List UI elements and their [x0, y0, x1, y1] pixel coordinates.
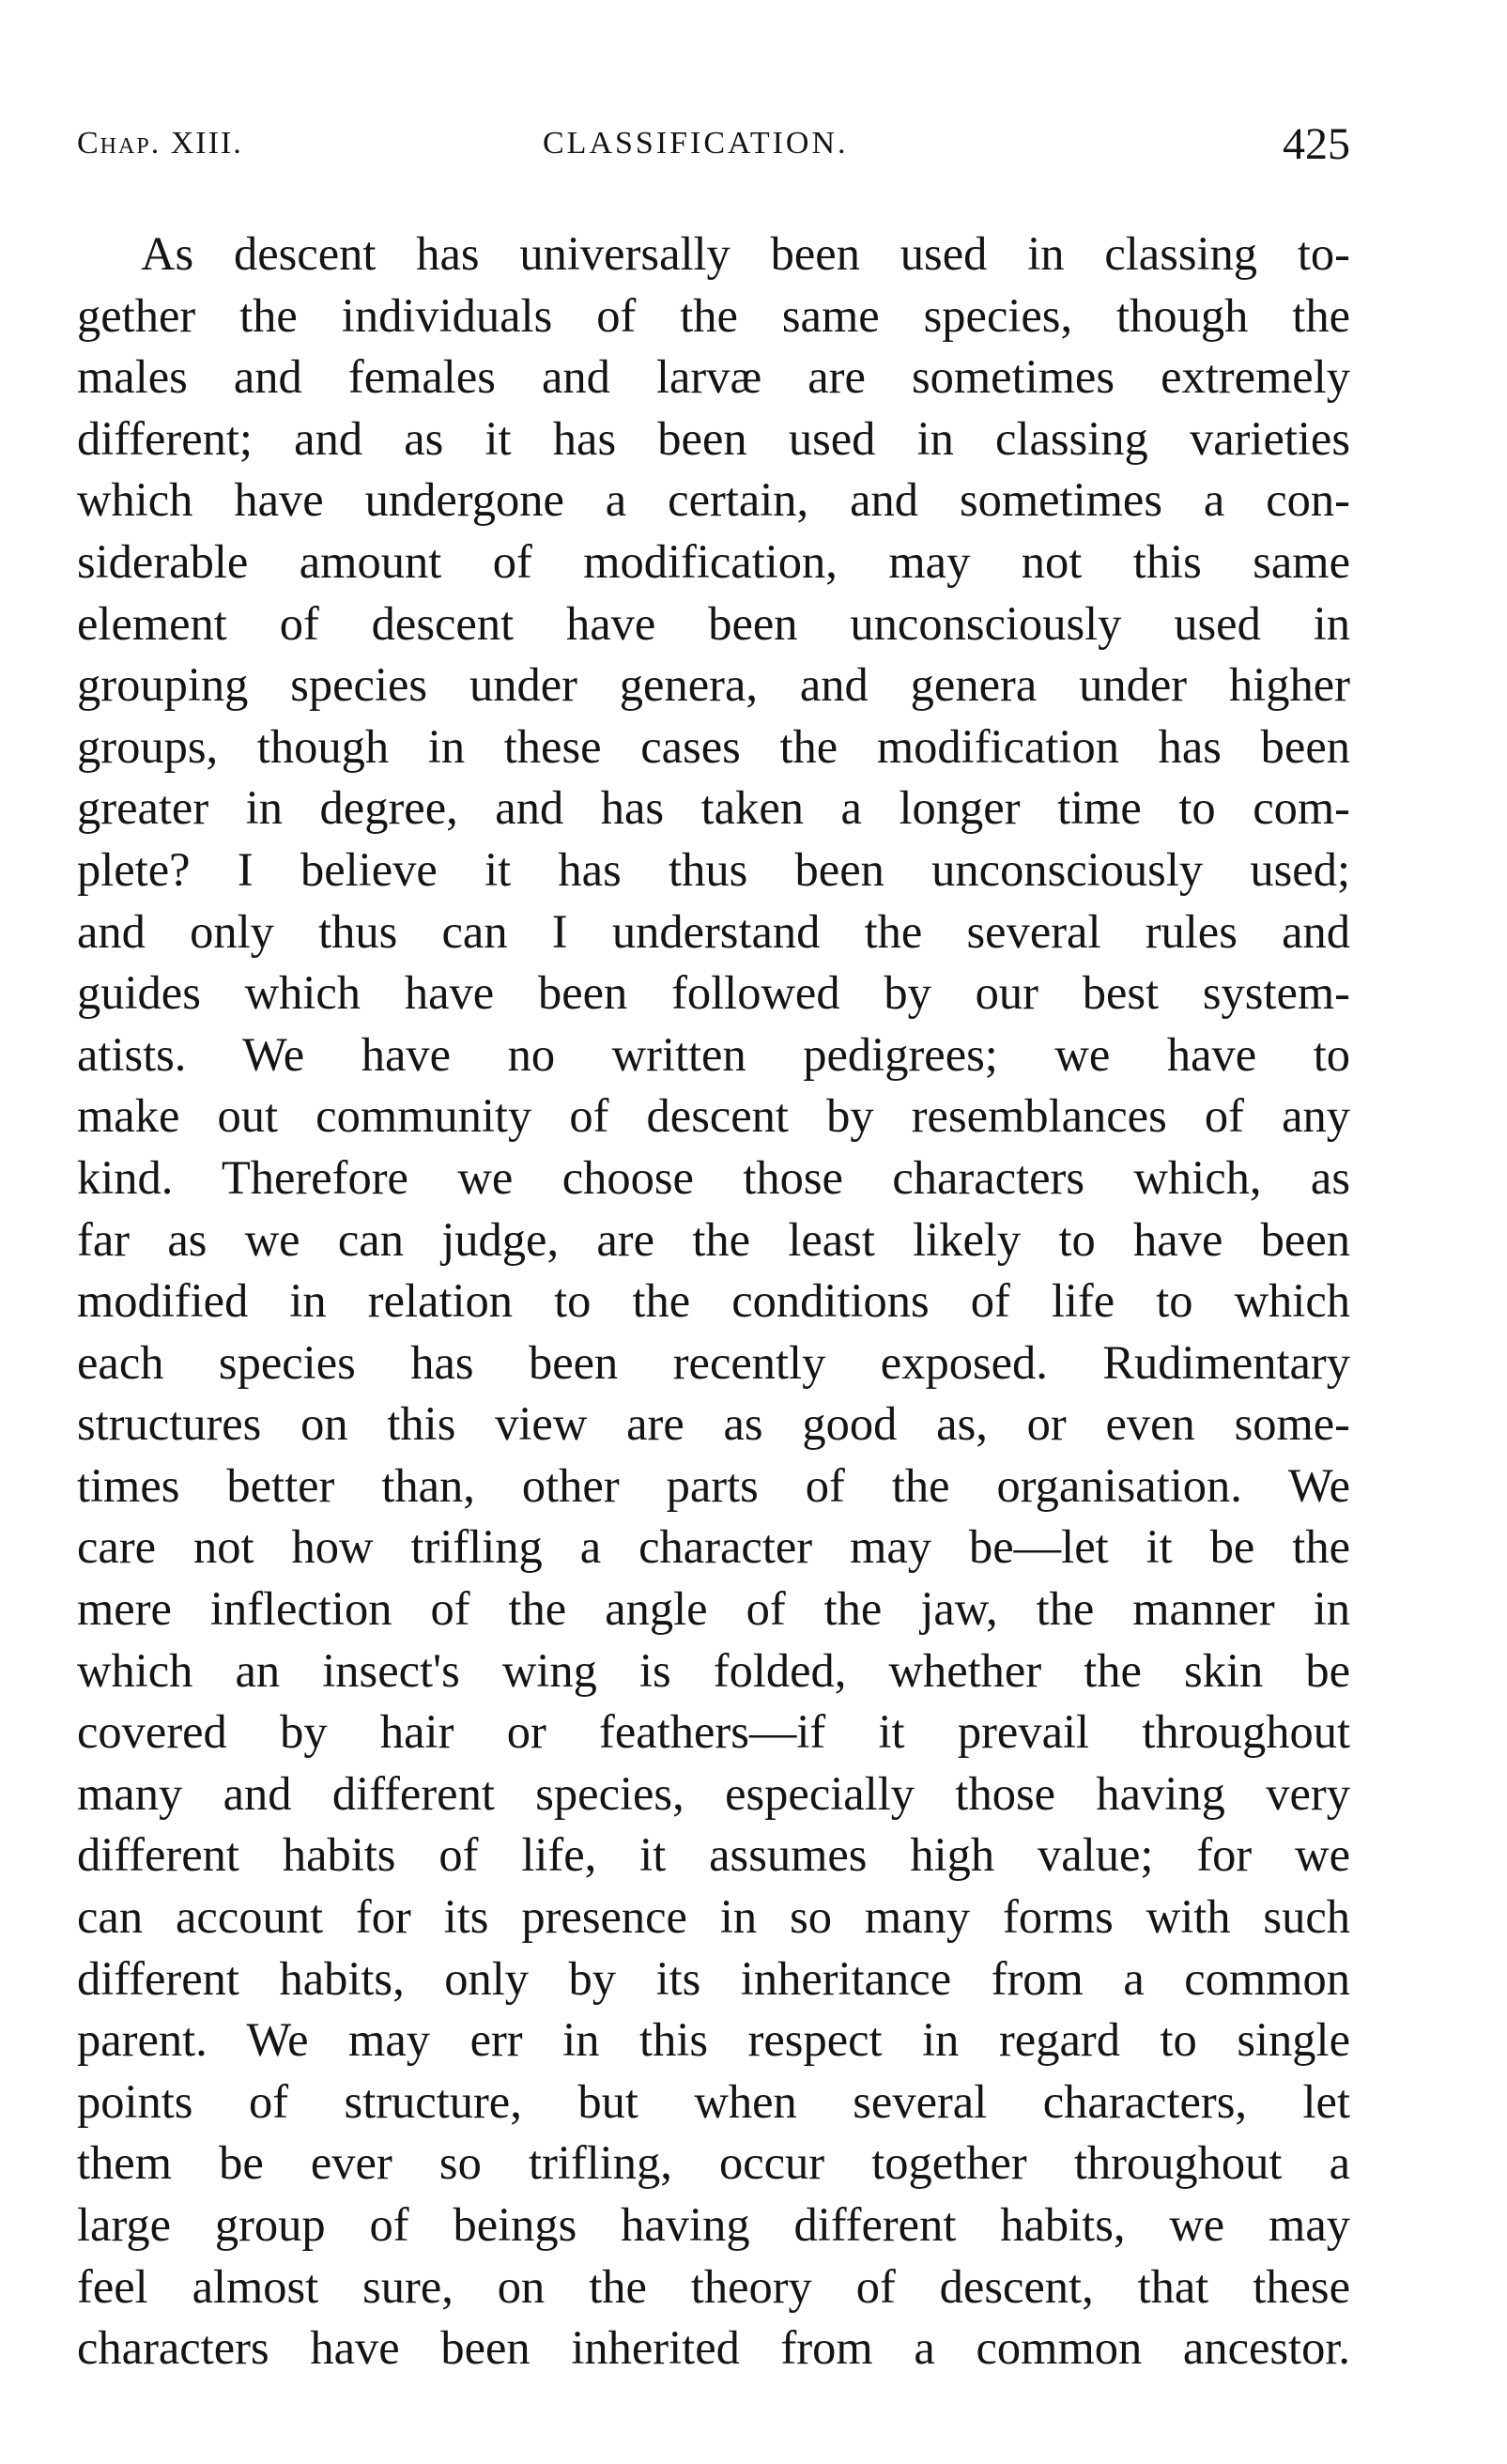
text-line: gether the individuals of the same species, though the [77, 288, 1350, 342]
text-line: large group of beings having different habits, we may [77, 2198, 1350, 2251]
text-line: which have undergone a certain, and sometimes a con- [77, 473, 1350, 527]
text-line: times better than, other parts of the organisation. We [77, 1458, 1350, 1512]
text-line: different; and as it has been used in classing varieties [77, 411, 1350, 465]
text-line: which an insect's wing is folded, whether the skin be [77, 1643, 1350, 1697]
text-line: far as we can judge, are the least likely to have been [77, 1212, 1350, 1266]
text-line: points of structure, but when several characters, let [77, 2074, 1350, 2128]
text-line: feel almost sure, on the theory of descent, that these [77, 2259, 1350, 2313]
text-line: grouping species under genera, and genera under higher [77, 658, 1350, 712]
text-line: element of descent have been unconsciously used in [77, 596, 1350, 650]
text-line: different habits, only by its inheritance from a common [77, 1951, 1350, 2005]
text-line: modified in relation to the conditions of life to which [77, 1274, 1350, 1328]
text-line: kind. Therefore we choose those characters which, as [77, 1150, 1350, 1204]
running-head [77, 118, 1350, 175]
text-line: atists. We have no written pedigrees; we have to [77, 1027, 1350, 1081]
text-line: covered by hair or feathers—if it prevail throughout [77, 1705, 1350, 1759]
chapter-label: Chap. XIII. [77, 126, 243, 161]
text-line: characters have been inherited from a common ancestor. [77, 2321, 1350, 2375]
text-line: plete? I believe it has thus been unconsciously used; [77, 842, 1350, 896]
text-line: greater in degree, and has taken a longer time to com- [77, 781, 1350, 835]
text-line: parent. We may err in this respect in regard to single [77, 2013, 1350, 2067]
text-line: mere inflection of the angle of the jaw, the manner in [77, 1582, 1350, 1636]
text-line: them be ever so trifling, occur together throughout a [77, 2136, 1350, 2190]
text-line: each species has been recently exposed. Rudimentary [77, 1335, 1350, 1389]
text-line: siderable amount of modification, may not this same [77, 534, 1350, 588]
text-line: different habits of life, it assumes high value; for we [77, 1828, 1350, 1882]
text-line: males and females and larvæ are sometimes extremely [77, 350, 1350, 404]
text-line: groups, though in these cases the modification has been [77, 719, 1350, 773]
text-line: many and different species, especially those having very [77, 1766, 1350, 1820]
text-line: can account for its presence in so many forms with such [77, 1890, 1350, 1944]
text-line: and only thus can I understand the several rules and [77, 904, 1350, 958]
text-line: care not how trifling a character may be—let it be the [77, 1520, 1350, 1574]
text-line: structures on this view are as good as, or even some- [77, 1397, 1350, 1451]
body-paragraph [77, 223, 1350, 2379]
chapter-title: CLASSIFICATION. [543, 126, 849, 161]
text-line: guides which have been followed by our best system- [77, 966, 1350, 1020]
page-number: 425 [1283, 119, 1350, 169]
text-line: make out community of descent by resemblances of any [77, 1089, 1350, 1143]
text-line: As descent has universally been used in classing to- [141, 227, 1350, 280]
